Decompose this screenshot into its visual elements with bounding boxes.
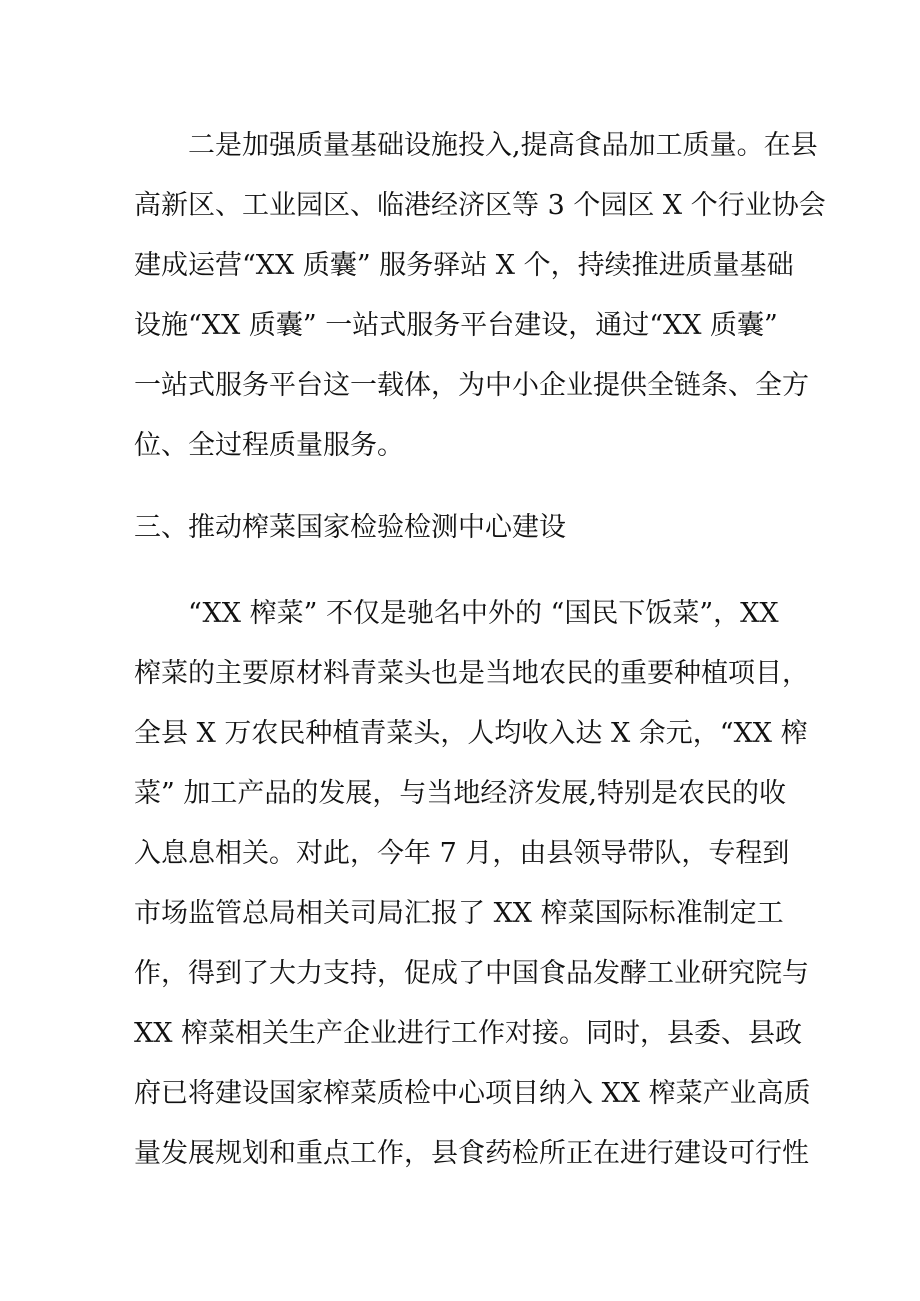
paragraph-line: 量发展规划和重点工作，县食药检所正在进行建设可行性 <box>134 1138 809 1169</box>
paragraph-line: 高新区、工业园区、临港经济区等 3 个园区 X 个行业协会 <box>134 190 826 221</box>
section-heading: 三、推动榨菜国家检验检测中心建设 <box>134 512 566 543</box>
paragraph-line: 入息息相关。对此，今年 7 月，由县领导带队，专程到 <box>134 838 790 869</box>
paragraph-line: 设施“XX 质囊” 一站式服务平台建设，通过“XX 质囊” <box>134 310 778 341</box>
paragraph-line: 一站式服务平台这一载体，为中小企业提供全链条、全方 <box>134 370 809 401</box>
paragraph-line: 作，得到了大力支持，促成了中国食品发酵工业研究院与 <box>134 958 809 989</box>
paragraph-line: 市场监管总局相关司局汇报了 XX 榨菜国际标准制定工 <box>134 898 784 929</box>
paragraph-line: 菜” 加工产品的发展，与当地经济发展,特别是农民的收 <box>134 778 786 809</box>
paragraph-line: 位、全过程质量服务。 <box>134 430 404 461</box>
paragraph-line: 全县 X 万农民种植青菜头，人均收入达 X 余元，“XX 榨 <box>134 718 808 749</box>
paragraph-line: 府已将建设国家榨菜质检中心项目纳入 XX 榨菜产业高质 <box>134 1078 811 1109</box>
paragraph-line: 建成运营“XX 质囊” 服务驿站 X 个，持续推进质量基础 <box>134 250 794 281</box>
paragraph-line: “XX 榨菜” 不仅是驰名中外的 “国民下饭菜”，XX <box>188 598 779 629</box>
paragraph-line: 榨菜的主要原材料青菜头也是当地农民的重要种植项目， <box>134 658 809 689</box>
paragraph-line: XX 榨菜相关生产企业进行工作对接。同时，县委、县政 <box>134 1018 803 1049</box>
paragraph-line: 二是加强质量基础设施投入,提高食品加工质量。在县 <box>188 130 818 161</box>
